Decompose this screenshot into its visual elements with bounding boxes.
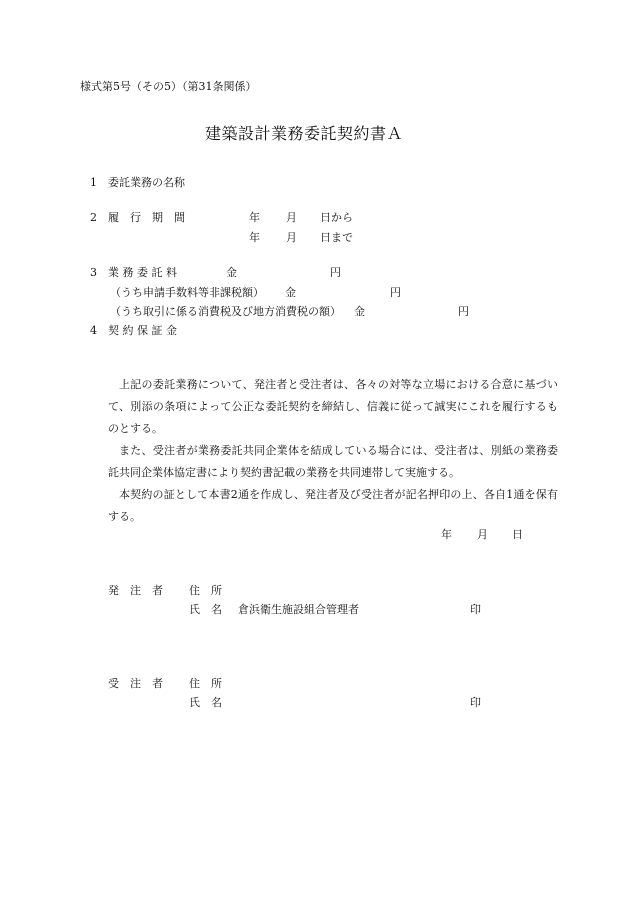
fee-kin: 金: [226, 266, 237, 279]
item1-number: 1: [90, 176, 97, 189]
contractor-address-label: 住 所: [189, 677, 222, 690]
orderer-name-label: 氏 名: [189, 603, 222, 616]
contractor-name-label: 氏 名: [189, 696, 222, 709]
fee-yen: 円: [330, 266, 341, 279]
item4-label: 契 約 保 証 金: [108, 324, 177, 337]
contract-body: [108, 374, 558, 528]
nontaxable-label: （うち申請手数料等非課税額）: [110, 286, 264, 299]
item2-number: 2: [90, 211, 97, 224]
date-year: 年: [441, 528, 452, 541]
form-code: 様式第5号（その5）（第31条関係）: [80, 80, 257, 93]
item4-number: 4: [90, 324, 97, 337]
tax-yen: 円: [458, 305, 469, 318]
date-month: 月: [477, 528, 488, 541]
period-from-year: 年: [249, 211, 260, 224]
orderer-seal: 印: [470, 603, 481, 616]
period-from-month: 月: [286, 211, 297, 224]
body-paragraph-2: また、受注者が業務委託共同企業体を結成している場合には、受注者は、別紙の業務委託共同企業体協定書により契約書記載の業務を共同連帯して実施する。: [108, 444, 558, 479]
item2-label: 履 行 期 間: [108, 211, 185, 224]
tax-kin: 金: [354, 305, 365, 318]
period-to-year: 年: [249, 231, 260, 244]
orderer-address-label: 住 所: [189, 584, 222, 597]
period-to-month: 月: [286, 231, 297, 244]
nontaxable-kin: 金: [285, 286, 296, 299]
body-paragraph-1: 上記の委託業務について、発注者と受注者は、各々の対等な立場における合意に基づいて、別添の条項によって公正な委託契約を締結し、信義に従って誠実にこれを履行するものとする。: [108, 378, 558, 435]
item3-label: 業 務 委 託 料: [108, 266, 177, 279]
item3-number: 3: [90, 266, 97, 279]
tax-label: （うち取引に係る消費税及び地方消費税の額）: [110, 305, 341, 318]
period-from-day: 日から: [320, 211, 353, 224]
contractor-seal: 印: [470, 696, 481, 709]
body-paragraph-3: 本契約の証として本書2通を作成し、発注者及び受注者が記名押印の上、各自1通を保有する。: [108, 488, 558, 523]
item1-label: 委託業務の名称: [108, 176, 185, 189]
date-day: 日: [512, 528, 523, 541]
nontaxable-yen: 円: [390, 286, 401, 299]
period-to-day: 日まで: [320, 231, 353, 244]
orderer-name: 倉浜衛生施設組合管理者: [238, 603, 359, 616]
contractor-role: 受 注 者: [108, 677, 163, 690]
document-title: 建築設計業務委託契約書Ａ: [205, 124, 404, 143]
orderer-role: 発 注 者: [108, 584, 163, 597]
